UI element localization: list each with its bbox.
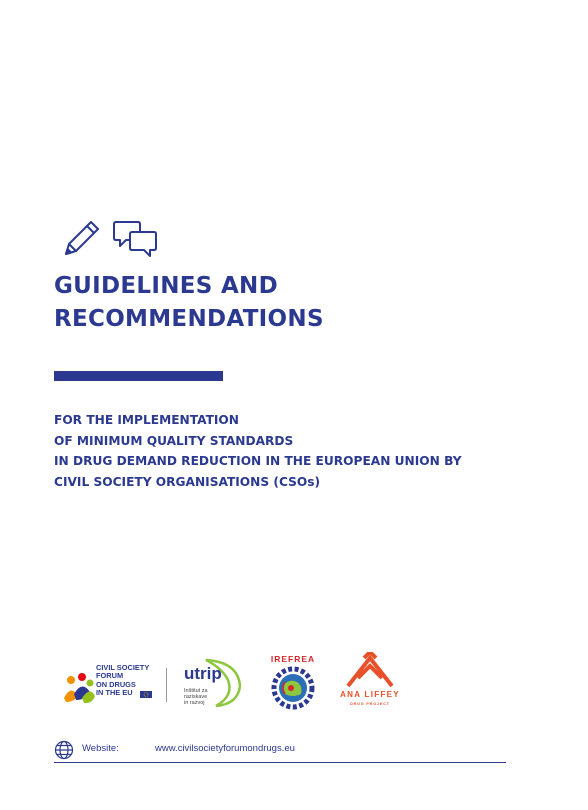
utrip-sub-line-1: Inštitut za (184, 688, 208, 694)
ana-liffey-logo (334, 652, 406, 712)
subtitle-line-1: FOR THE IMPLEMENTATION (54, 413, 239, 427)
website-link[interactable]: www.civilsocietyforumondrugs.eu (155, 743, 295, 754)
csf-line-3: ON DRUGS (96, 679, 136, 689)
utrip-sub-line-2: raziskave (184, 694, 208, 701)
title-line-1: GUIDELINES AND (54, 273, 279, 299)
logo-divider (166, 668, 167, 702)
ana-liffey-mark-icon (334, 652, 406, 690)
partner-logos (62, 650, 422, 712)
eu-flag-icon (140, 691, 152, 698)
csf-figures-icon (62, 668, 96, 708)
irefrea-name: IREFREA (270, 654, 316, 664)
page-subtitle (54, 410, 462, 492)
pencil-icon (60, 218, 102, 258)
page-title (54, 270, 324, 336)
utrip-sub-line-3: in razvoj (184, 700, 205, 707)
footer-divider (54, 762, 506, 763)
header-icons (60, 218, 158, 258)
csf-logo (62, 664, 162, 704)
subtitle-line-2: OF MINIMUM QUALITY STANDARDS (54, 433, 294, 448)
title-underline-bar (54, 371, 223, 381)
website-label: Website: (82, 743, 119, 754)
utrip-name: utrip (184, 664, 222, 683)
subtitle-line-3: IN DRUG DEMAND REDUCTION IN THE EUROPEAN UNION BY (54, 454, 462, 468)
ana-liffey-subtext: DRUG PROJECT (350, 702, 390, 706)
ana-liffey-name: ANA LIFFEY (340, 690, 400, 699)
footer (54, 737, 506, 767)
subtitle-line-4: CIVIL SOCIETY ORGANISATIONS (CSOs) (54, 474, 321, 489)
csf-line-4: IN THE EU (96, 688, 133, 698)
csf-line-1: CIVIL SOCIETY (96, 663, 150, 672)
irefrea-logo (267, 654, 319, 710)
csf-line-2: FORUM (96, 671, 124, 681)
speech-bubbles-icon (112, 218, 158, 258)
globe-icon (54, 740, 74, 760)
title-line-2: RECOMMENDATIONS (54, 306, 324, 332)
utrip-logo (180, 656, 250, 710)
irefrea-gear-icon (267, 664, 319, 710)
utrip-subtext (184, 688, 208, 707)
